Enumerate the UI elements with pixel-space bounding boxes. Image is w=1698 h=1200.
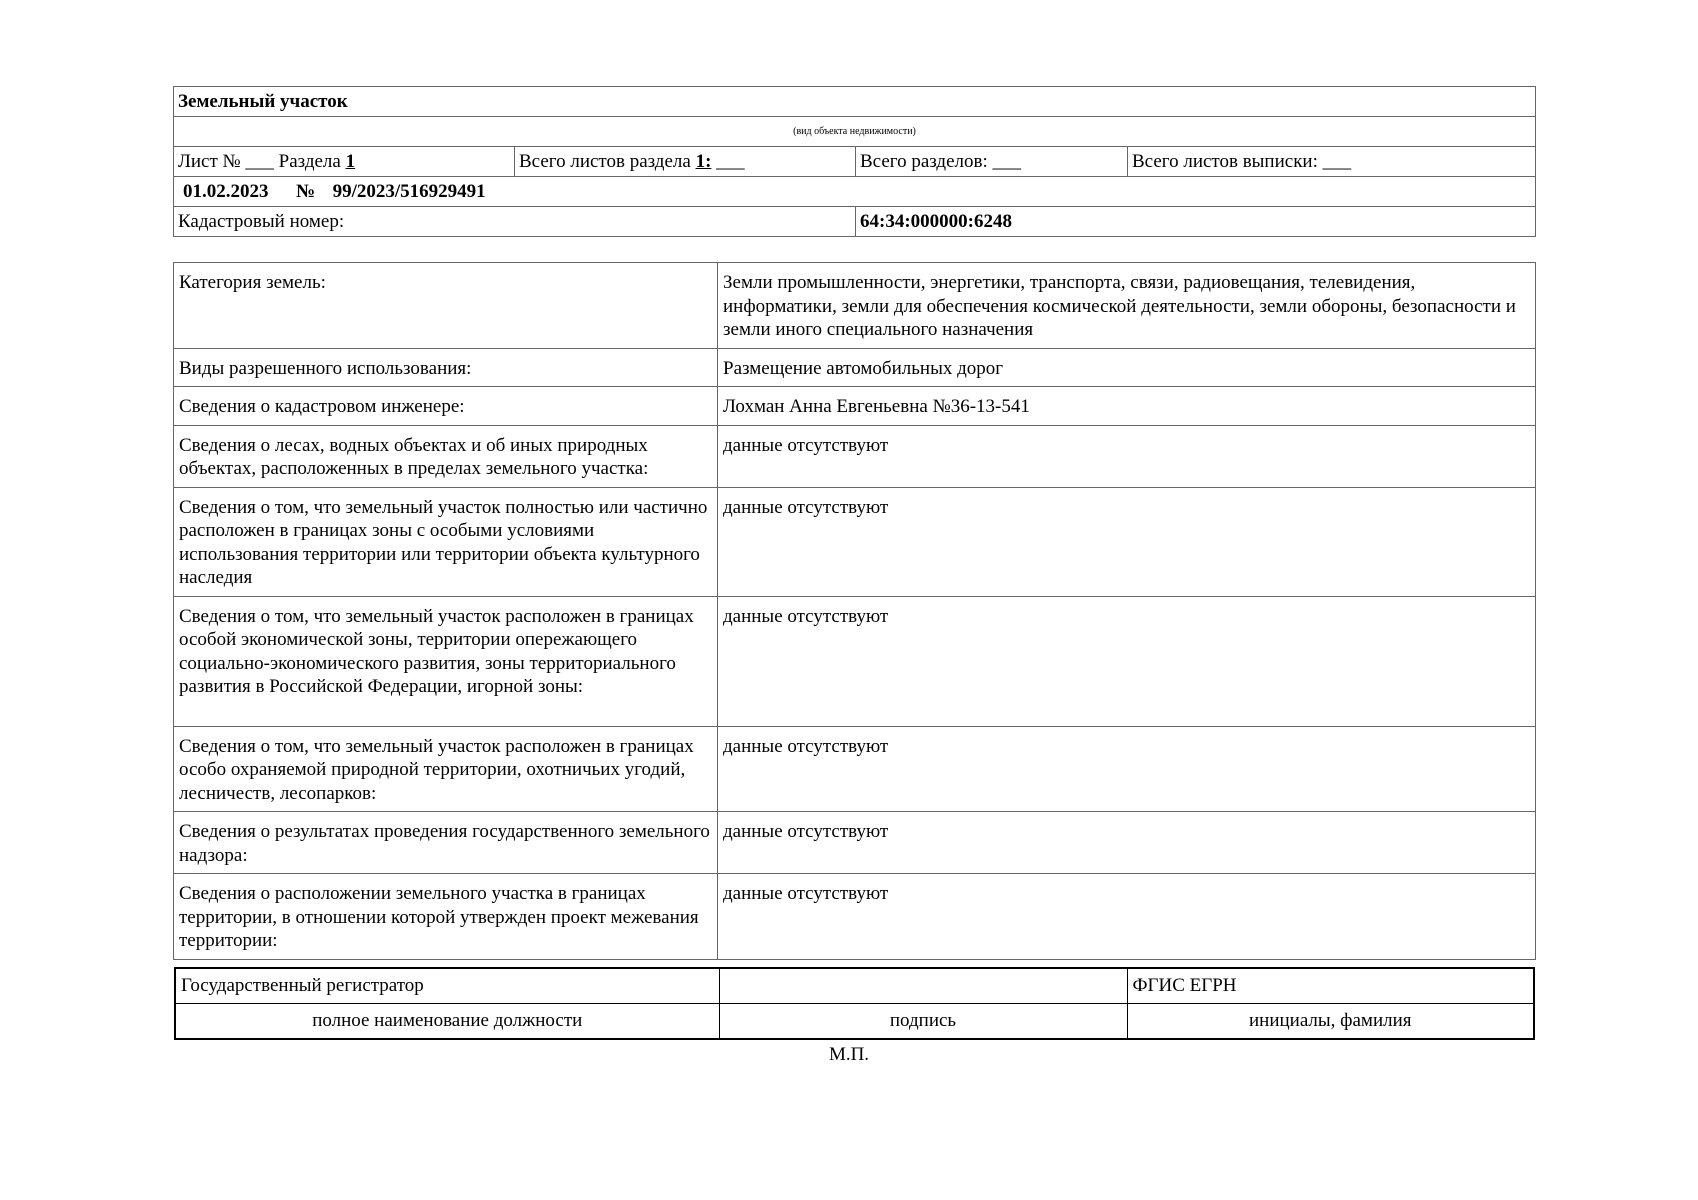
extract-number: 99/2023/516929491 bbox=[332, 180, 486, 202]
info-label: Сведения о результатах проведения государственного земельного надзора: bbox=[174, 812, 718, 874]
position-caption: полное наименование должности bbox=[175, 1004, 719, 1040]
info-label: Сведения о расположении земельного участка в границах территории, в отношении которой утвержден проект межевания территории: bbox=[174, 874, 718, 960]
info-row bbox=[174, 812, 1536, 874]
info-row bbox=[174, 726, 1536, 812]
info-label: Виды разрешенного использования: bbox=[174, 348, 718, 387]
total-extract-sheets-blank: ___ bbox=[1322, 150, 1352, 172]
sheet-number-cell bbox=[174, 147, 515, 177]
info-value: данные отсутствуют bbox=[718, 726, 1536, 812]
total-section-sheets-label: Всего листов раздела bbox=[519, 150, 691, 172]
total-sections-blank: ___ bbox=[992, 150, 1022, 172]
stamp-place: М.П. bbox=[828, 1044, 870, 1065]
info-row bbox=[174, 348, 1536, 387]
info-value: данные отсутствуют bbox=[718, 596, 1536, 726]
info-value: Земли промышленности, энергетики, транспорта, связи, радиовещания, телевидения, информатики, земли для обеспечения космической деятельности, земли обороны, безопасности и земли иного специального назначения bbox=[718, 263, 1536, 349]
land-plot-info-table bbox=[173, 262, 1536, 960]
total-section-sheets-value: 1 bbox=[695, 150, 706, 172]
info-value: данные отсутствуют bbox=[718, 812, 1536, 874]
cadastral-label: Кадастровый номер: bbox=[174, 207, 856, 237]
registrar-name: ФГИС ЕГРН bbox=[1127, 968, 1534, 1004]
info-label: Категория земель: bbox=[174, 263, 718, 349]
total-section-sheets-cell bbox=[515, 147, 856, 177]
info-label: Сведения о том, что земельный участок расположен в границах особой экономической зоны, территории опережающего социально-экономического развития, зоны территориального развития в Российской Федерации, игорной зоны: bbox=[174, 596, 718, 726]
number-sign: № bbox=[296, 180, 316, 202]
total-extract-sheets-label: Всего листов выписки: bbox=[1132, 150, 1318, 172]
info-value: данные отсутствуют bbox=[718, 874, 1536, 960]
section-label: Раздела bbox=[278, 150, 341, 172]
total-extract-sheets-cell bbox=[1128, 147, 1536, 177]
total-sections-cell bbox=[856, 147, 1128, 177]
cadastral-value: 64:34:000000:6248 bbox=[856, 207, 1536, 237]
info-value: данные отсутствуют bbox=[718, 487, 1536, 596]
info-value: Лохман Анна Евгеньевна №36-13-541 bbox=[718, 387, 1536, 426]
info-value: Размещение автомобильных дорог bbox=[718, 348, 1536, 387]
object-type: Земельный участок bbox=[174, 87, 1536, 117]
registrar-position: Государственный регистратор bbox=[175, 968, 719, 1004]
extract-header-table bbox=[173, 86, 1536, 237]
signature-field bbox=[719, 968, 1127, 1004]
total-sections-label: Всего разделов: bbox=[860, 150, 988, 172]
info-row bbox=[174, 387, 1536, 426]
name-caption: инициалы, фамилия bbox=[1127, 1004, 1534, 1040]
info-value: данные отсутствуют bbox=[718, 425, 1536, 487]
info-row bbox=[174, 263, 1536, 349]
total-section-sheets-blank: ___ bbox=[716, 150, 745, 172]
signature-table bbox=[174, 967, 1535, 1040]
total-section-sheets-sep: : bbox=[705, 150, 712, 172]
info-label: Сведения о лесах, водных объектах и об иных природных объектах, расположенных в пределах земельного участка: bbox=[174, 425, 718, 487]
info-label: Сведения о кадастровом инженере: bbox=[174, 387, 718, 426]
info-label: Сведения о том, что земельный участок полностью или частично расположен в границах зоны с особыми условиями использования территории или территории объекта культурного наследия bbox=[174, 487, 718, 596]
info-row bbox=[174, 874, 1536, 960]
signature-caption: подпись bbox=[719, 1004, 1127, 1040]
object-type-caption: (вид объекта недвижимости) bbox=[174, 117, 1536, 147]
extract-date: 01.02.2023 bbox=[183, 180, 269, 202]
info-row bbox=[174, 596, 1536, 726]
date-number-cell bbox=[174, 177, 1536, 207]
info-row bbox=[174, 425, 1536, 487]
section-value: 1 bbox=[345, 150, 356, 172]
info-label: Сведения о том, что земельный участок расположен в границах особо охраняемой природной территории, охотничьих угодий, лесничеств, лесопарков: bbox=[174, 726, 718, 812]
sheet-no-blank: ___ bbox=[245, 150, 274, 172]
sheet-no-label: Лист № bbox=[178, 150, 241, 172]
info-row bbox=[174, 487, 1536, 596]
